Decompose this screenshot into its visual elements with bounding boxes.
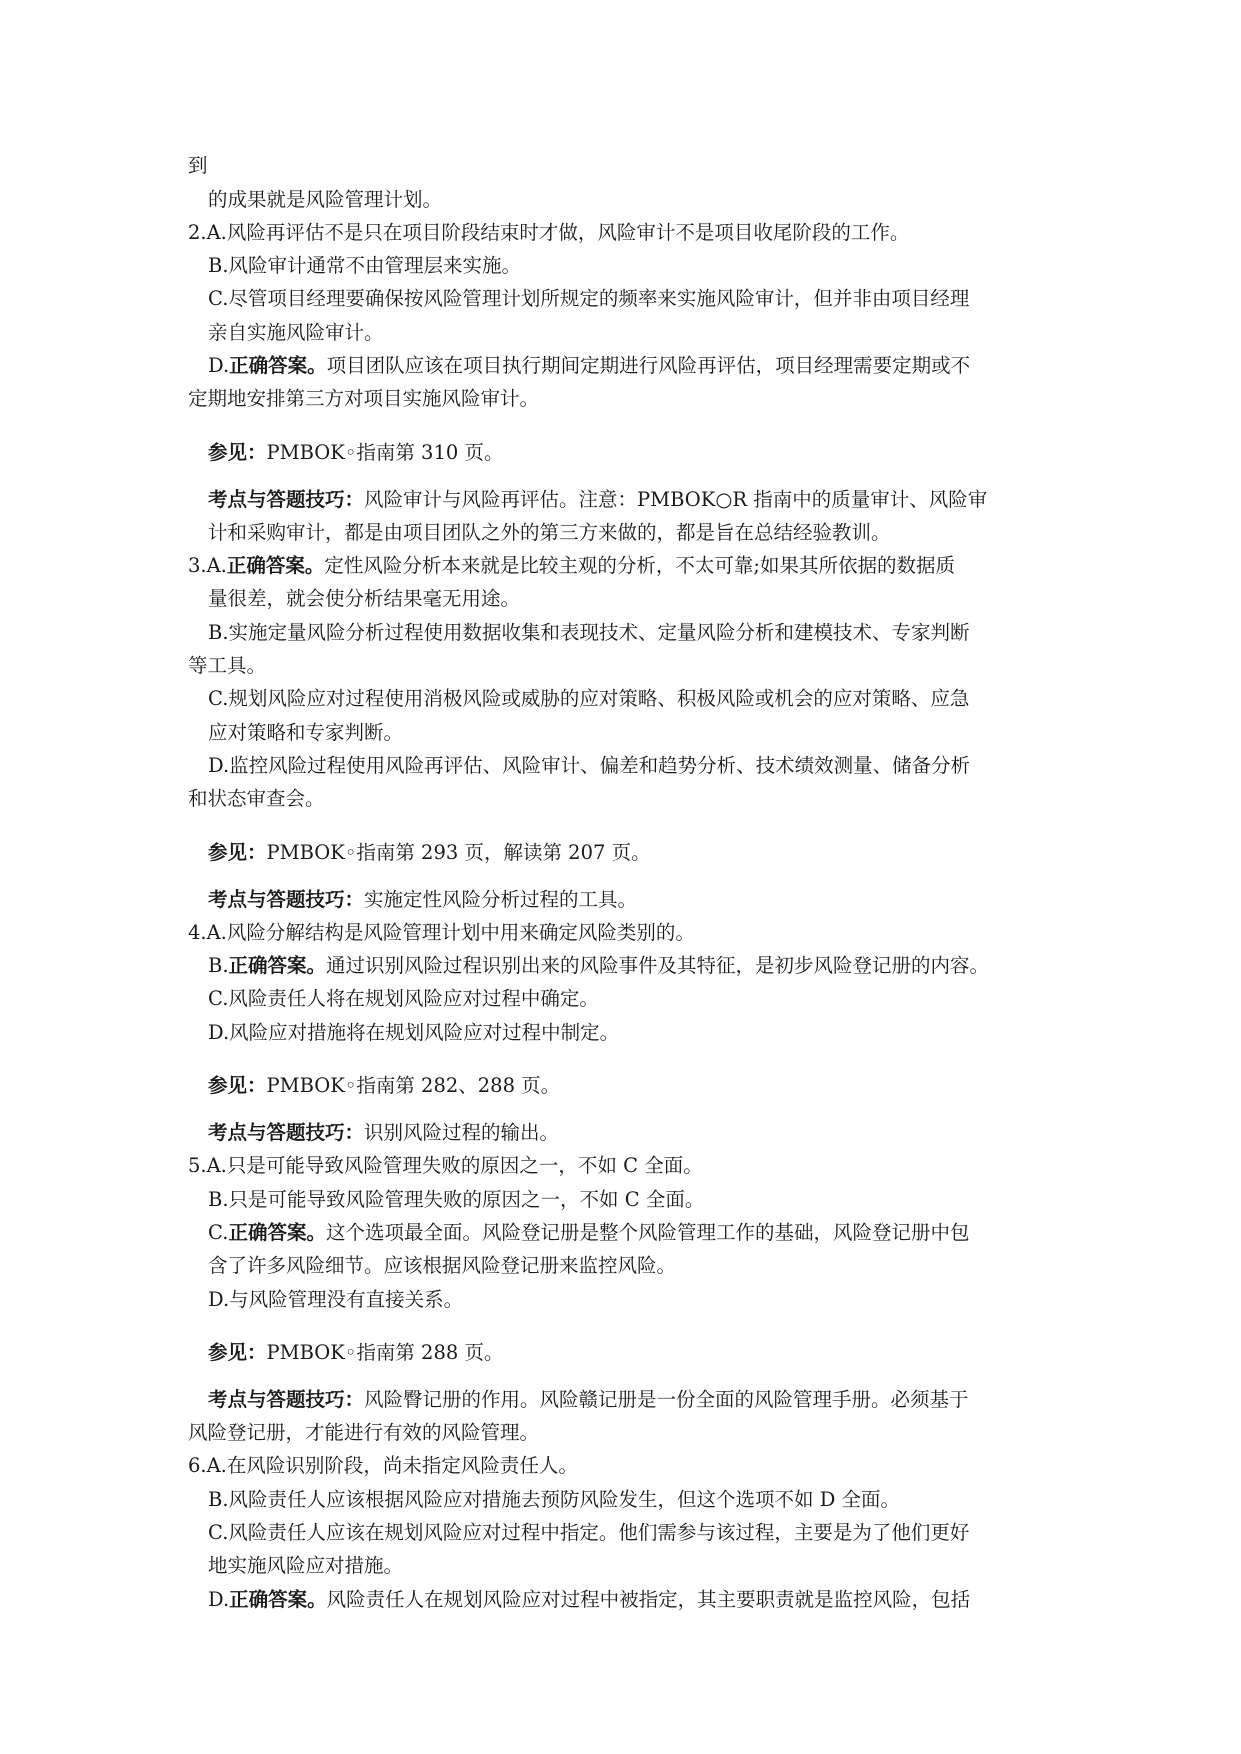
tip-line: 考点与答题技巧：识别风险过程的输出。 [208,1121,560,1144]
reference-line: 参见：PMBOK◦指南第 310 页。 [208,441,504,464]
reference-label: 参见： [208,1341,267,1364]
answer-line: 6.A.在风险识别阶段，尚未指定风险责任人。 [188,1454,578,1477]
reference-line: 参见：PMBOK◦指南第 293 页，解读第 207 页。 [208,841,651,864]
tip-label: 考点与答题技巧： [208,1388,365,1411]
tip-label: 考点与答题技巧： [208,488,365,511]
reference-label: 参见： [208,841,267,864]
tip-line: 考点与答题技巧：风险臀记册的作用。风险赣记册是一份全面的风险管理手册。必须基于 [208,1388,969,1411]
answer-line: D.风险应对措施将在规划风险应对过程中制定。 [208,1021,620,1044]
text-line: 地实施风险应对措施。 [208,1554,404,1577]
answer-line: 4.A.风险分解结构是风险管理计划中用来确定风险类别的。 [188,921,695,944]
text-line: 和状态审查会。 [188,787,325,810]
text-line: 风险登记册，才能进行有效的风险管理。 [188,1421,540,1444]
answer-line: D.监控风险过程使用风险再评估、风险审计、偏差和趋势分析、技术绩效测量、储备分析 [208,754,971,777]
tip-line: 考点与答题技巧：风险审计与风险再评估。注意：PMBOK○R 指南中的质量审计、风险审 [208,488,988,511]
text-line: 含了许多风险细节。应该根据风险登记册来监控风险。 [208,1254,677,1277]
answer-line: C.尽管项目经理要确保按风险管理计划所规定的频率来实施风险审计，但并非由项目经理 [208,287,970,310]
answer-line: B.正确答案。通过识别风险过程识别出来的风险事件及其特征，是初步风险登记册的内容。 [208,954,990,977]
tip-label: 考点与答题技巧： [208,1121,365,1144]
text-line: 亲自实施风险审计。 [208,321,384,344]
answer-line: B.只是可能导致风险管理失败的原因之一，不如 C 全面。 [208,1188,705,1211]
answer-line: D.与风险管理没有直接关系。 [208,1288,464,1311]
text-line: 量很差，就会使分析结果毫无用途。 [208,587,521,610]
text-line: 等工具。 [188,654,267,677]
text-line: 的成果就是风险管理计划。 [208,188,443,211]
correct-answer-label: 正确答案。 [229,1588,327,1611]
answer-line: D.正确答案。风险责任人在规划风险应对过程中被指定，其主要职责就是监控风险，包括 [208,1588,971,1611]
reference-line: 参见：PMBOK◦指南第 282、288 页。 [208,1074,561,1097]
answer-line: C.风险责任人将在规划风险应对过程中确定。 [208,987,599,1010]
reference-line: 参见：PMBOK◦指南第 288 页。 [208,1341,504,1364]
answer-line: C.风险责任人应该在规划风险应对过程中指定。他们需参与该过程，主要是为了他们更好 [208,1521,970,1544]
answer-line: C.正确答案。这个选项最全面。风险登记册是整个风险管理工作的基础，风险登记册中包 [208,1221,970,1244]
answer-line: B.实施定量风险分析过程使用数据收集和表现技术、定量风险分析和建模技术、专家判断 [208,621,970,644]
answer-line: B.风险责任人应该根据风险应对措施去预防风险发生，但这个选项不如 D 全面。 [208,1488,901,1511]
tip-label: 考点与答题技巧： [208,888,365,911]
answer-line: 2.A.风险再评估不是只在项目阶段结束时才做，风险审计不是项目收尾阶段的工作。 [188,221,910,244]
tip-line: 考点与答题技巧：实施定性风险分析过程的工具。 [208,888,638,911]
answer-line: B.风险审计通常不由管理层来实施。 [208,254,522,277]
answer-line: D.正确答案。项目团队应该在项目执行期间定期进行风险再评估，项目经理需要定期或不 [208,354,971,377]
reference-label: 参见： [208,1074,267,1097]
text-line: 应对策略和专家判断。 [208,721,404,744]
correct-answer-label: 正确答案。 [229,354,327,377]
answer-line: 5.A.只是可能导致风险管理失败的原因之一，不如 C 全面。 [188,1154,703,1177]
correct-answer-label: 正确答案。 [228,1221,326,1244]
answer-line: C.规划风险应对过程使用消极风险或威胁的应对策略、积极风险或机会的应对策略、应急 [208,687,970,710]
text-line: 计和采购审计，都是由项目团队之外的第三方来做的，都是旨在总结经验教训。 [208,521,891,544]
correct-answer-label: 正确答案。 [228,954,327,977]
text-line: 定期地安排第三方对项目实施风险审计。 [188,387,540,410]
text-line: 到 [188,154,208,177]
correct-answer-label: 正确答案。 [226,554,325,577]
reference-label: 参见： [208,441,267,464]
answer-line: 3.A.正确答案。定性风险分析本来就是比较主观的分析，不太可靠;如果其所依据的数据质 [188,554,955,577]
